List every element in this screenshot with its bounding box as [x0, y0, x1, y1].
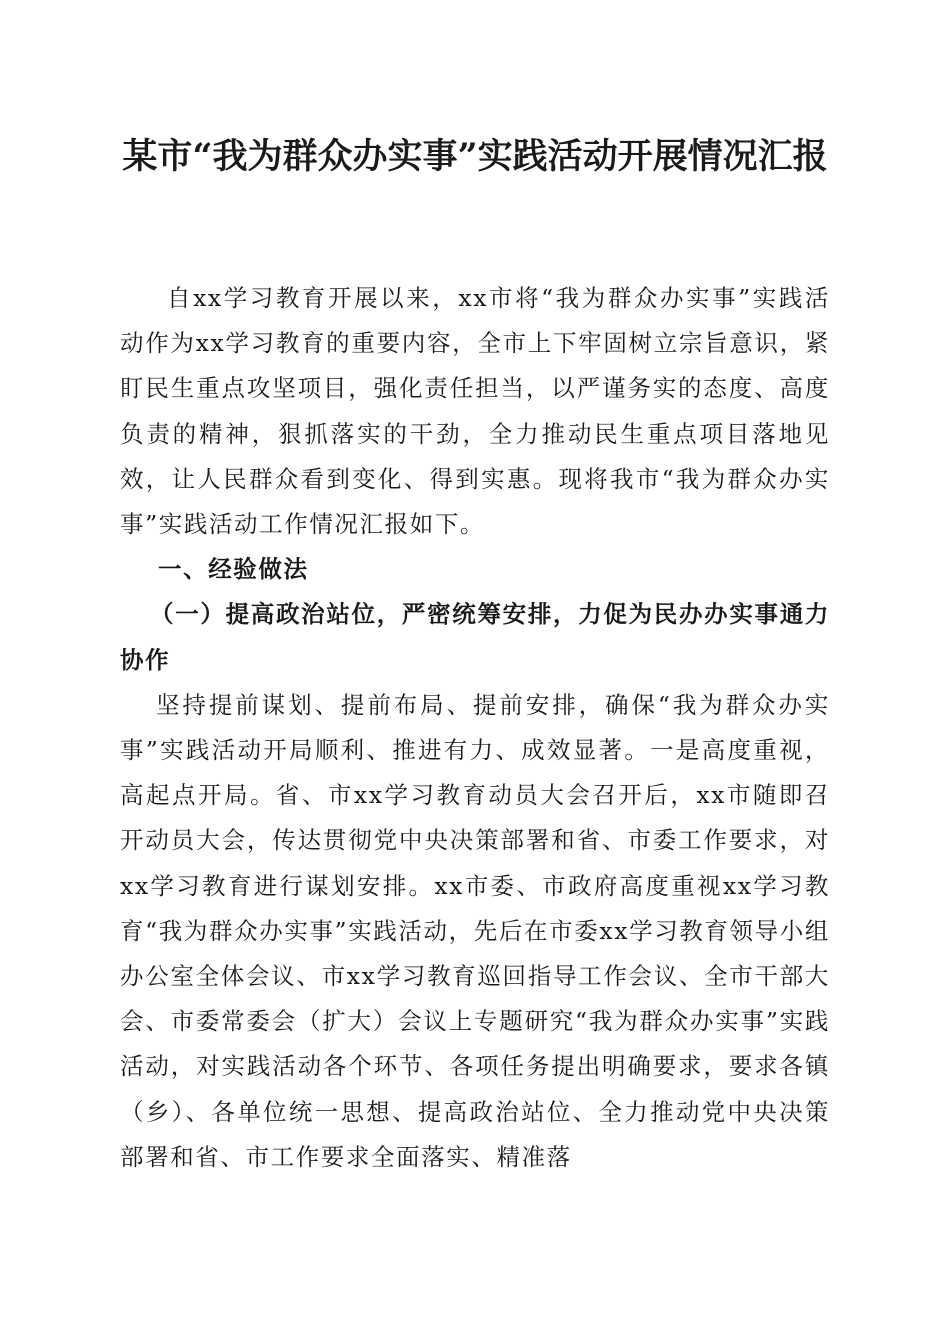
intro-paragraph: 自xx学习教育开展以来，xx市将“我为群众办实事”实践活动作为xx学习教育的重要内容，全市上下牢固树立宗旨意识，紧盯民生重点攻坚项目，强化责任担当，以严谨务实的态度、高度负责的精神，狠抓落实的干劲，全力推动民生重点项目落地见效，让人民群众看到变化、得到实惠。现将我市“我为群众办实事”实践活动工作情况汇报如下。: [120, 284, 830, 539]
document-title: 某市“我为群众办实事”实践活动开展情况汇报: [122, 136, 828, 177]
section-heading: 一、经验做法: [158, 555, 309, 584]
subsection-paragraph: 坚持提前谋划、提前布局、提前安排，确保“我为群众办实事”实践活动开局顺利、推进有力、成效显著。一是高度重视，高起点开局。省、市xx学习教育动员大会召开后，xx市随即召开动员大会，传达贯彻党中央决策部署和省、市委工作要求，对xx学习教育进行谋划安排。xx市委、市政府高度重视xx学习教育“我为群众办实事”实践活动，先后在市委xx学习教育领导小组办公室全体会议、市xx学习教育巡回指导工作会议、全市干部大会、市委常委会（扩大）会议上专题研究“我为群众办实事”实践活动，对实践活动各个环节、各项任务提出明确要求，要求各镇（乡）、各单位统一思想、提高政治站位、全力推动党中央决策部署和省、市工作要求全面落实、精准落: [120, 690, 830, 1171]
subsection-heading: （一）提高政治站位，严密统筹安排，力促为民办办实事通力协作: [120, 600, 830, 674]
document-body: [120, 276, 830, 1180]
